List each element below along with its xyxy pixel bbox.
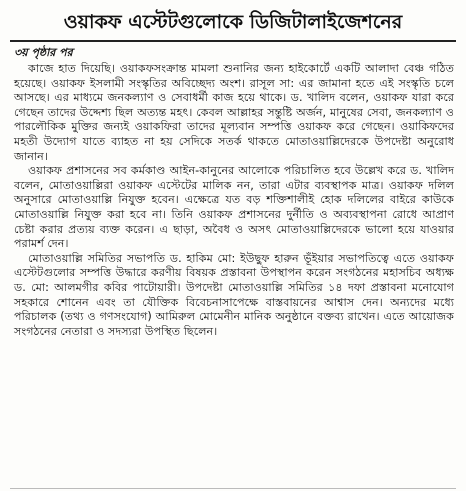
paragraph: ওয়াকফ প্রশাসনের সব কর্মকাণ্ড আইন-কানুনের আলোকে পরিচালিত হবে উল্লেখ করে ড. খালিদ বলেন, মোতাওয়াল্লিরা ওয়াকফ এস্টেটের মালিক নন, তারা এটার ব্যবস্থাপক মাত্র। ওয়াকফ দলিল অনুসারে মোতাওয়াল্লি নিযুক্ত হবেন। এক্ষেত্রে যত বড় শক্তিশালীই হোক দলিলের বাইরে কাউকে মোতাওয়াল্লি নিযুক্ত করা হবে না। তিনি ওয়াকফ প্রশাসনের দুর্নীতি ও অব্যবস্থাপনা রোধে আপ্রাণ চেষ্টা করার প্রত্যয় ব্যক্ত করেন। এ ছাড়া, অবৈধ ও অসৎ মোতাওয়াল্লিদেরকে ভালো হয়ে যাওয়ার পরামর্শ দেন। <box>14 164 454 251</box>
article-body <box>14 62 454 339</box>
paragraph: মোতাওয়াল্লি সমিতির সভাপতি ড. হাকিম মো: ইউছুফ হারুন ভূঁইয়ার সভাপতিত্বে এতে ওয়াকফ এস্টেটগুলোর সম্পত্তি উদ্ধারে করণীয় বিষয়ক প্রস্তাবনা উপস্থাপন করেন সংগঠনের মহাসচিব অধ্যক্ষ ড. মো: আলমগীর কবির পাটোয়ারী। উপদেষ্টা মোতাওয়াল্লি সমিতির ১৪ দফা প্রস্তাবনা মনোযোগ সহকারে শোনেন এবং তা যৌক্তিক বিবেচনাসাপেক্ষে বাস্তবায়নের আশ্বাস দেন। অন্যদের মধ্যে পরিচালক (তথ্য ও গণসংযোগ) আমিরুল মোমেনীন মানিক অনুষ্ঠানে বক্তব্য রাখেন। এতে আয়োজক সংগঠনের নেতারা ও সদস্যরা উপস্থিত ছিলেন। <box>14 251 454 338</box>
headline: ওয়াকফ এস্টেটগুলোকে ডিজিটালাইজেশনের <box>10 6 456 42</box>
continued-from-label: ৩য় পৃষ্ঠার পর <box>14 46 73 59</box>
bottom-divider <box>10 488 456 489</box>
paragraph: কাজে হাত দিয়েছি। ওয়াকফসংক্রান্ত মামলা শুনানির জন্য হাইকোর্টে একটি আলাদা বেঞ্চ গঠিত হয়েছে। ওয়াকফ ইসলামী সংস্কৃতির অবিচ্ছেদ্য অংশ। রাসূল সা: এর জামানা হতে এই সংস্কৃতি চলে আসছে। এর মাধ্যমে জনকল্যাণ ও সেবাধর্মী কাজ হয়ে থাকে। ড. খালিদ বলেন, ওয়াকফ যারা করে গেছেন তাদের উদ্দেশ্য ছিল অত্যন্ত মহৎ। কেবল আল্লাহর সন্তুষ্টি অর্জন, মানুষের সেবা, জনকল্যাণ ও পারলৌকিক মুক্তির জন্যই ওয়াকফিরা তাদের মূল্যবান সম্পত্তি ওয়াকফ করে গেছেন। ওয়াকিফদের মহতী উদ্যোগ যাতে ব্যাহত না হয় সেদিকে সতর্ক থাকতে মোতাওয়াল্লিদেরকে উপদেষ্টা অনুরোধ জানান। <box>14 62 454 163</box>
